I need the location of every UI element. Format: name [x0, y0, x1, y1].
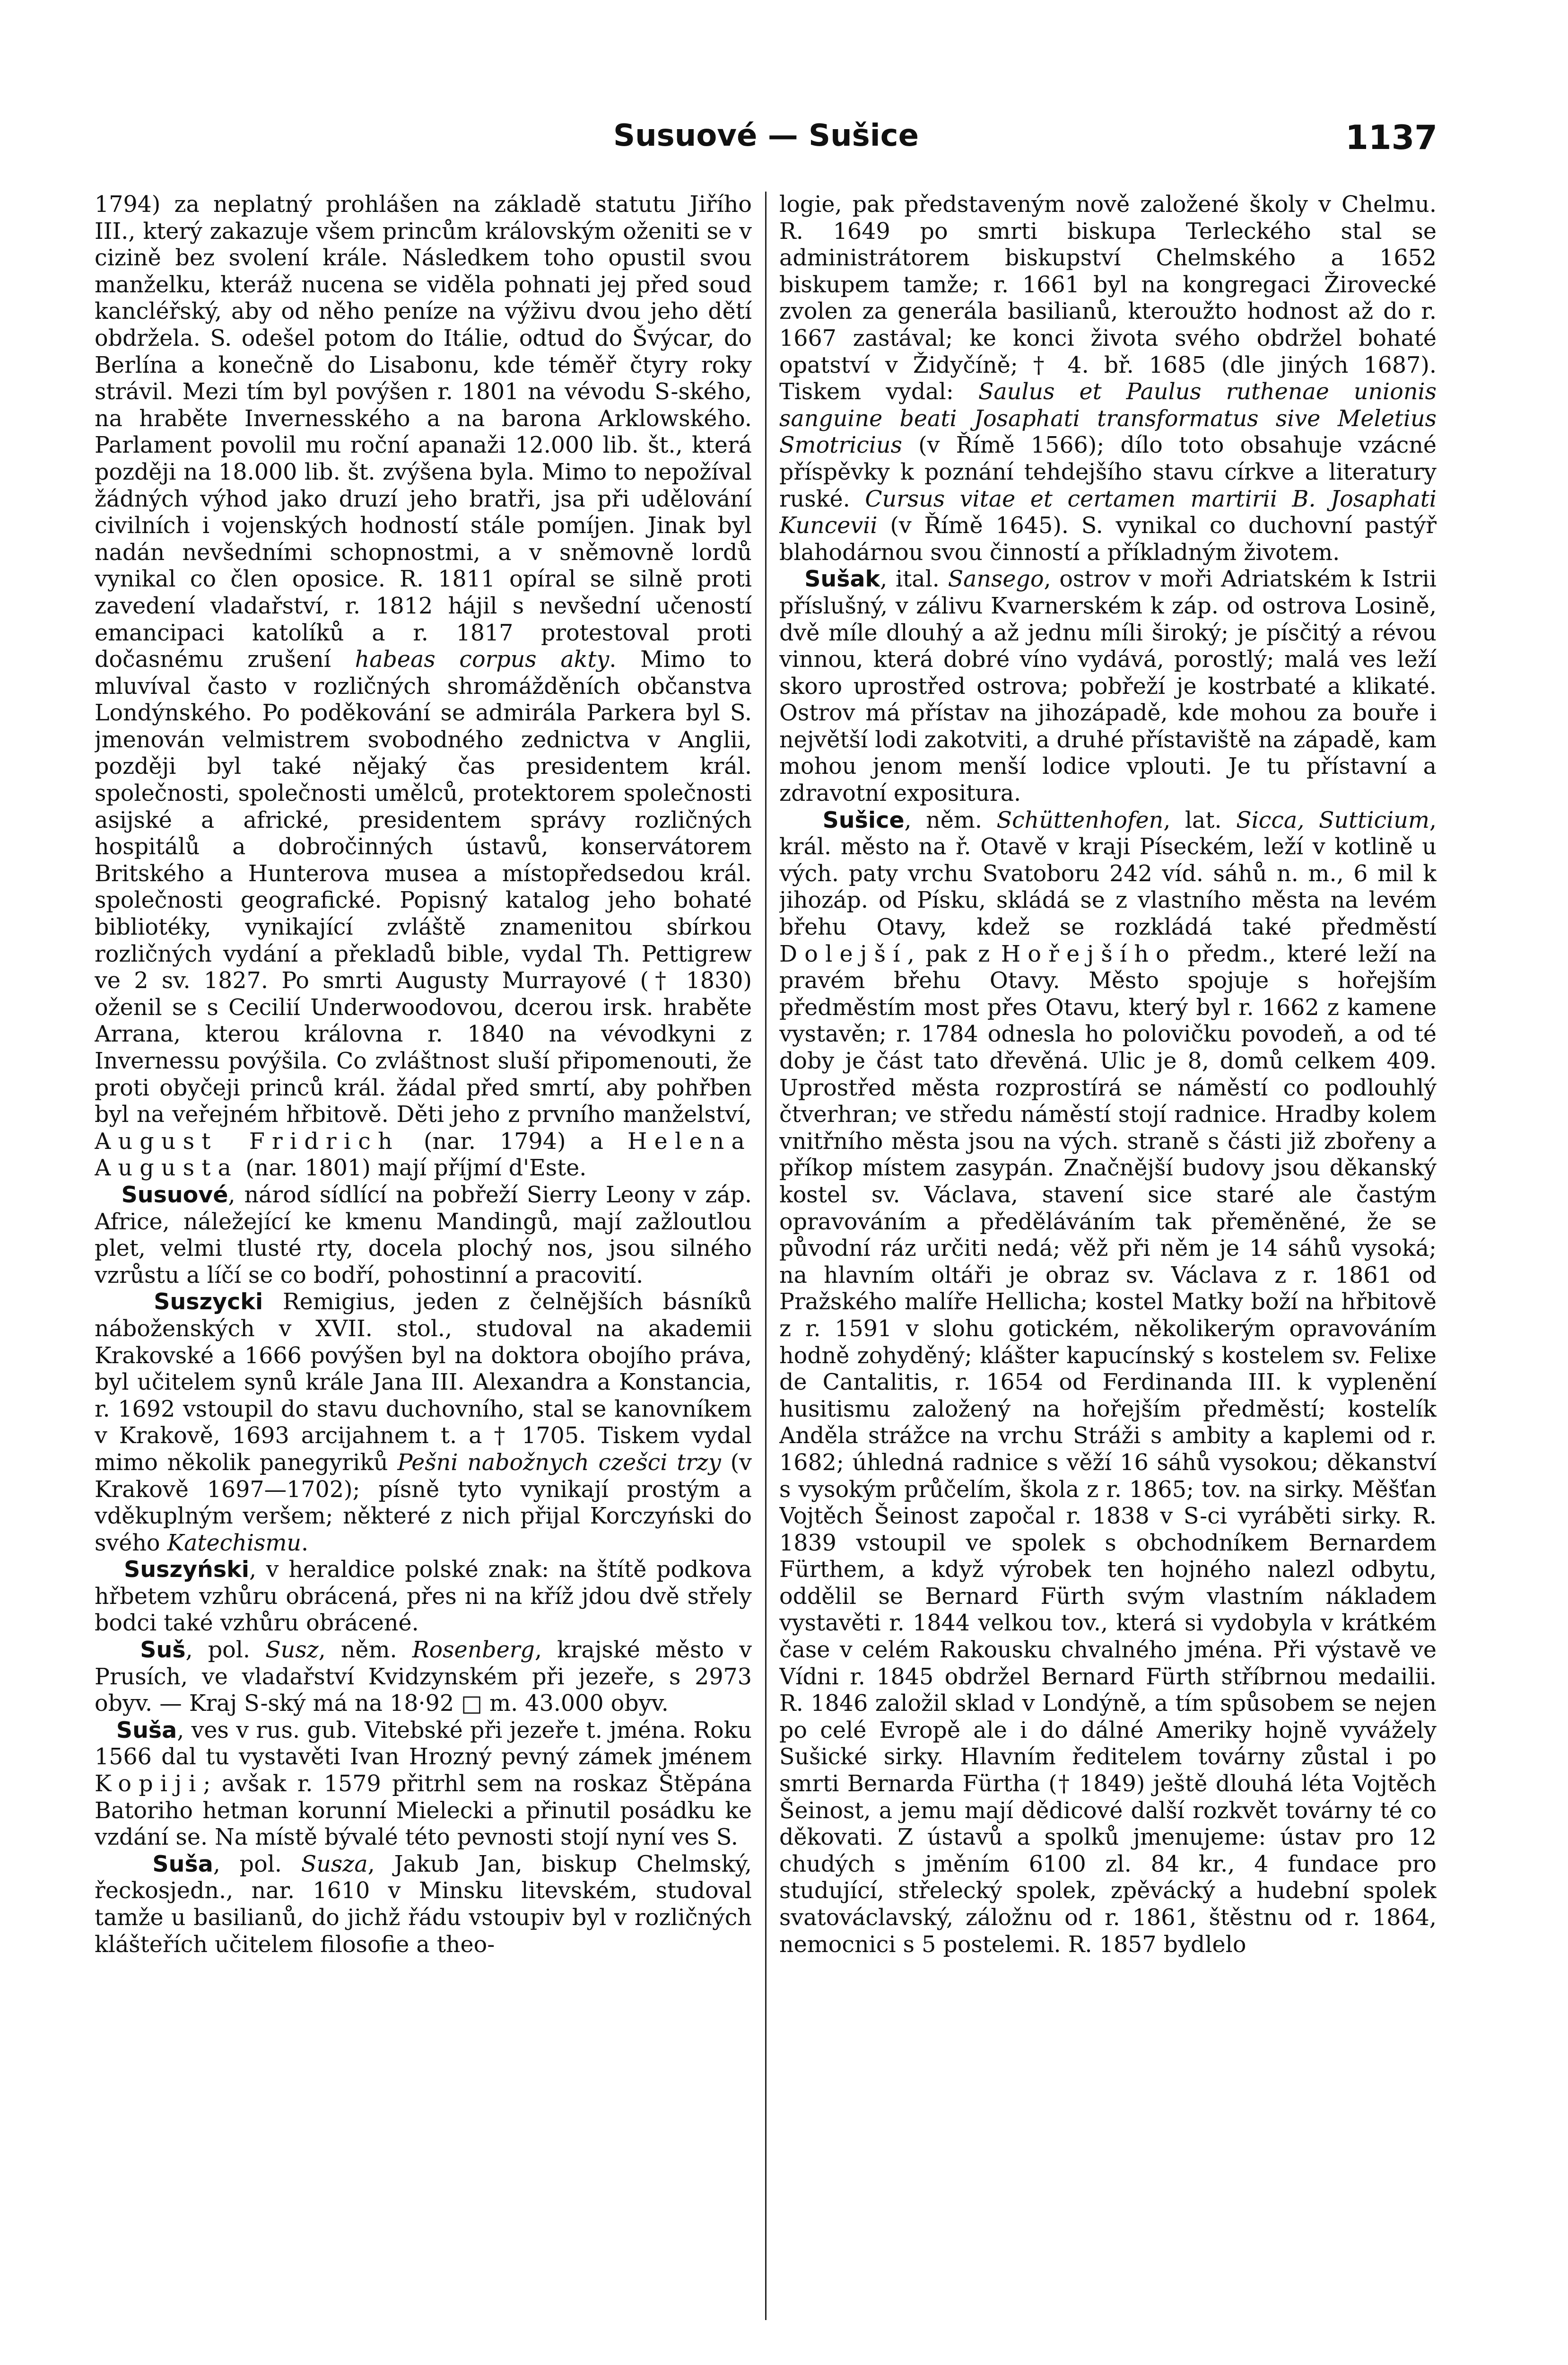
entry-suszycki: Suszycki Remigius, jeden z čelnějších básníků náboženských v XVII. stol., studoval na akademii Krakovské a 1666 povýšen byl na doktora obojího práva, byl učitelem synů krále Jana III. Alexandra a Konstancia, r. 1692 vstoupil do stavu duchovního, stal se kanovníkem v Krakově, 1693 arcijahnem t. a † 1705. Tiskem vydal mimo několik panegyriků Pešni nabožnych czešci trzy (v Krakově 1697—1702); písně tyto vynikají prostým a vděkuplným veršem; některé z nich přijal Korczyński do svého Katechismu. — [95, 1289, 752, 1556]
entry-text: (v Krakově 1697—1702); písně tyto vynikají prostým a vděkuplným veršem; některé z nich přijal Korczyński do svého — [95, 1449, 752, 1556]
entry-continuation — [779, 192, 1437, 566]
right-column — [779, 192, 1437, 2365]
entry-suszynski — [95, 1557, 752, 1637]
running-head: Susuové — Sušice — [613, 118, 919, 153]
entry-text: , Jakub Jan, biskup Chelmský, řeckosjedn., nar. 1610 v Minsku litevském, studoval tamže u basilianů, do jichž řádu vstoupiv byl v rozličných klášteřích učitelem filosofie a theo- — [95, 1851, 752, 1958]
italic-text: Rosenberg — [412, 1637, 535, 1664]
entry-text: , pol. — [185, 1637, 251, 1664]
entry-text: předm., které leží na pravém břehu Otavy. Město spojuje s hořejším předměstím most přes Otavu, který byl r. 1662 z kamene vystavěn; r. 1784 odnesla ho polovičku povodeň, a od té doby je část tato dřevěná. Ulic je 8, domů celkem 409. Uprostřed města rozprostírá se náměstí co podlouhlý čtverhran; ve středu náměstí stojí radnice. Hradby kolem vnitřního města jsou na vých. straně s části již zbořeny a příkop místem zasypán. Značnější budovy jsou děkanský kostel sv. Václava, stavení sice staré ale častým opravováním a předěláváním tak přeměněné, že se původní ráz určiti nedá; věž při něm je 14 sáhů vysoká; na hlavním oltáři je obraz sv. Václava z r. 1861 od Pražského malíře Hellicha; kostel Matky boží na hřbitově z r. 1591 v slohu gotickém, několikerým opravováním hodně zohyděný; klášter kapucínský s kostelem sv. Felixe de Cantalitis, r. 1654 od Ferdinanda III. k vyplenění husitismu založený na hořejším předměstí; kostelík Anděla strážce na vrchu Stráži s ambity a kaplemi od r. 1682; úhledná radnice s věží 16 sáhů vysokou; děkanství s vysokým průčelím, škola z r. 1865; tov. na sirky. Měšťan Vojtěch Šeinost započal r. 1838 v S-ci vyráběti sirky. R. 1839 vstoupil ve spolek s obchodníkem Bernardem Fürthem, a když výrobek ten hojného nalezl odbytu, oddělil se Bernard Fürth svým vlastním nákladem vystavěti r. 1844 velkou tov., která si vydobyla v krátkém čase v celém Rakousku chvalného jména. Při výstavě ve Vídni r. 1845 obdržel Bernard Fürth stříbrnou medailii. R. 1846 založil sklad v Londýně, a tím spůsobem se nejen po celé Evropě ale i do dálné Ameriky hojně vyvážely Sušické sirky. Hlavním ředitelem továrny zůstal i po smrti Bernarda Fürtha († 1849) ještě dlouhá léta Vojtěch Šeinost, a jemu mají dědicové další rozkvět továrny té co děkovati. Z ústavů a spolků jmenujeme: ústav pro 12 chudých s jměním 6100 zl. 84 kr., 4 fundace pro studující, střelecký spolek, zpěvácký a hudební spolek svatováclavský, záložnu od r. 1861, štěstnu od r. 1864, nemocnici s 5 postelemi. R. 1857 bydlelo — [779, 941, 1437, 1958]
entry-text: ; avšak r. 1579 přitrhl sem na roskaz Štěpána Batoriho hetman korunní Mielecki a přinutil posádku ke vzdání se. Na místě bývalé této pevnosti stojí nyní ves S. — [95, 1771, 752, 1851]
entry-susa-1 — [95, 1717, 752, 1851]
italic-text: Schüttenhofen — [996, 807, 1164, 833]
entry-text: , pak z — [907, 941, 990, 967]
italic-text: Sicca, Sutticium — [1236, 807, 1429, 833]
column-divider — [765, 192, 767, 2320]
entry-headword: Susuové — [121, 1182, 228, 1208]
entry-headword: Suša — [116, 1717, 177, 1743]
entry-text: . Mimo to mluvíval často v rozličných shromážděních občanstva Londýnského. Po poděkování se admirála Parkera byl S. jmenován velmistrem svobodného zednictva v Anglii, později byl také nějaký čas presidentem král. společnosti, společnosti umělců, protektorem společnosti asijské a africké, presidentem správy rozličných hospitálů a dobročinných ústavů, konservátorem Britského a Hunterova musea a místopředsedou král. společnosti geografické. Popisný katalog jeho bohaté bibliotéky, vynikající zvláště znamenitou sbírkou rozličných vydání a překladů bible, vydal Th. Pettigrew ve 2 sv. 1827. Po smrti Augusty Murrayové († 1830) oženil se s Cecilií Underwoodovou, dcerou irsk. hraběte Arrana, kterou královna r. 1840 na vévodkyni z Invernessu povýšila. Co zvláštnost sluší připomenouti, že proti obyčeji princů král. žádal před smrtí, aby pohřben byl na veřejném hřbitově. Děti jeho z prvního manželství, — [95, 647, 752, 1128]
italic-text: Cursus vitae et certamen martirii B. Josaphati Kuncevii — [779, 486, 1437, 539]
italic-text: Susza — [301, 1851, 368, 1877]
entry-text: logie, pak představeným nově založené školy v Chelmu. R. 1649 po smrti biskupa Terleckého stal se administrátorem biskupství Chelmského a 1652 biskupem tamže; r. 1661 byl na kongregaci Žirovecké zvolen za generála basilianů, kteroužto hodnost až do r. 1667 zastával; ke konci života svého obdržel bohaté opatství v Židyčíně; † 4. bř. 1685 (dle jiných 1687). Tiskem vydal: — [779, 192, 1437, 405]
italic-text: Susz — [265, 1637, 319, 1664]
entry-text: (v Římě 1566); dílo toto obsahuje vzácné příspěvky k poznání tehdejšího stavu církve a literatury ruské. — [779, 432, 1437, 512]
entry-text: (nar. 1794) a — [423, 1128, 603, 1155]
entry-text: (nar. 1801) mají příjmí d'Este. — [245, 1155, 587, 1182]
entry-text: , něm. — [904, 807, 982, 833]
entry-susuove — [95, 1182, 752, 1289]
entry-text: , ital. — [880, 566, 940, 593]
spaced-name: Hořejšího — [1001, 941, 1176, 967]
entry-text: , král. město na ř. Otavě v kraji Píseckém, leží v kotlině u vých. paty vrchu Svatoboru 242 víd. sáhů n. m., 6 mil k jihozáp. od Písku, skládá se z vlastního města na levém břehu Otavy, kdež se rozkládá také předměstí — [779, 807, 1437, 941]
spaced-name: Kopiji — [95, 1771, 203, 1797]
italic-text: Saulus et Paulus ruthenae unionis sanguine beati Josaphati transformatus sive Meletius Smotricius — [779, 379, 1437, 459]
entry-susice — [779, 807, 1437, 1959]
left-column — [95, 192, 752, 2365]
entry-sus — [95, 1637, 752, 1717]
entry-continuation — [95, 192, 752, 1182]
italic-text: habeas corpus akty — [355, 647, 610, 673]
entry-text: , lat. — [1163, 807, 1222, 833]
spaced-name: Helena Augusta — [95, 1128, 752, 1182]
entry-headword: Sušak — [804, 566, 880, 593]
entry-text: , národ sídlící na pobřeží Sierry Leony v záp. Africe, náležející ke kmenu Mandingů, mají zažloutlou plet, velmi tlusté rty, docela plochý nos, jsou silného vzrůstu a líčí se co bodří, pohostinní a pracovití. — [95, 1182, 752, 1288]
entry-headword: Suš — [140, 1637, 186, 1664]
entry-headword: Suszyński — [124, 1557, 249, 1583]
italic-text: Katechismu — [167, 1530, 302, 1556]
page-number: 1137 — [1345, 118, 1437, 157]
entry-headword: Suszycki — [154, 1289, 263, 1315]
entry-text: , pol. — [213, 1851, 282, 1877]
entry-susak — [779, 566, 1437, 807]
entry-text: Remigius, jeden z čelnějších básníků náboženských v XVII. stol., studoval na akademii Krakovské a 1666 povýšen byl na doktora obojího práva, byl učitelem synů krále Jana III. Alexandra a Konstancia, r. 1692 vstoupil do stavu duchovního, stal se kanovníkem v Krakově, 1693 arcijahnem t. a † 1705. Tiskem vydal mimo několik panegyriků — [95, 1289, 752, 1476]
entry-headword: Sušice — [822, 807, 905, 833]
spaced-name: Dolejší — [779, 941, 907, 967]
italic-text: Pešni nabožnych czešci trzy — [397, 1449, 721, 1476]
entry-text: (v Římě 1645). S. vynikal co duchovní pastýř blahodárnou svou činností a příkladným životem. — [779, 513, 1437, 566]
entry-susa-2 — [95, 1851, 752, 1958]
page-header — [95, 118, 1437, 170]
entry-text: , v heraldice polské znak: na štítě podkova hřbetem vzhůru obrácená, přes ni na kříž jdou dvě střely bodci také vzhůru obrácené. — [95, 1557, 752, 1637]
entry-text: , ostrov v moři Adriatském k Istrii příslušný, v zálivu Kvarnerském k záp. od ostrova Losině, dvě míle dlouhý a až jednu míli široký; je písčitý a révou vinnou, která dobré víno vydává, porostlý; malá ves leží skoro uprostřed ostrova; pobřeží je kostrbaté a klikaté. Ostrov má přístav na jihozápadě, kde mohou za bouře i největší lodi zakotviti, a druhé přístaviště na západě, kam mohou jenom menší lodice vplouti. Je tu přístavní a zdravotní expositura. — [779, 566, 1437, 807]
italic-text: Sansego — [948, 566, 1044, 593]
spaced-name: August Fridrich — [95, 1128, 400, 1155]
entry-text: , něm. — [318, 1637, 397, 1664]
entry-text: , ves v rus. gub. Vitebské při jezeře t. jména. Roku 1566 dal tu vystavěti Ivan Hrozný pevný zámek jménem — [95, 1717, 752, 1770]
entry-headword: Suša — [152, 1851, 213, 1877]
entry-text: , krajské město v Prusích, ve vladařství Kvidzynském při jezeře, s 2973 obyv. — Kraj S-ský má na 18·92 □ m. 43.000 obyv. — [95, 1637, 752, 1717]
entry-text: 1794) za neplatný prohlášen na základě statutu Jiřího III., který zakazuje všem princům královským oženiti se v cizině bez svolení krále. Následkem toho opustil svou manželku, kteráž nucena se viděla pohnati jej před soud kancléřský, aby od něho peníze na výživu dvou jeho dětí obdržela. S. odešel potom do Itálie, odtud do Švýcar, do Berlína a konečně do Lisabonu, kde téměř čtyry roky strávil. Mezi tím byl povýšen r. 1801 na vévodu S-ského, na hraběte Invernesského a na barona Arklowského. Parlament povolil mu roční apanaži 12.000 lib. št., která později na 18.000 lib. št. zvýšena byla. Mimo to nepožíval žádných výhod jako druzí jeho bratři, jsa při udělování civilních i vojenských hodností stále pomíjen. Jinak byl nadán nevšedními schopnostmi, a v sněmovně lordů vynikal co člen oposice. R. 1811 opíral se silně proti zavedení vladařství, r. 1812 hájil s nevšední učeností emancipaci katolíků a r. 1817 protestoval proti dočasnému zrušení — [95, 192, 752, 673]
